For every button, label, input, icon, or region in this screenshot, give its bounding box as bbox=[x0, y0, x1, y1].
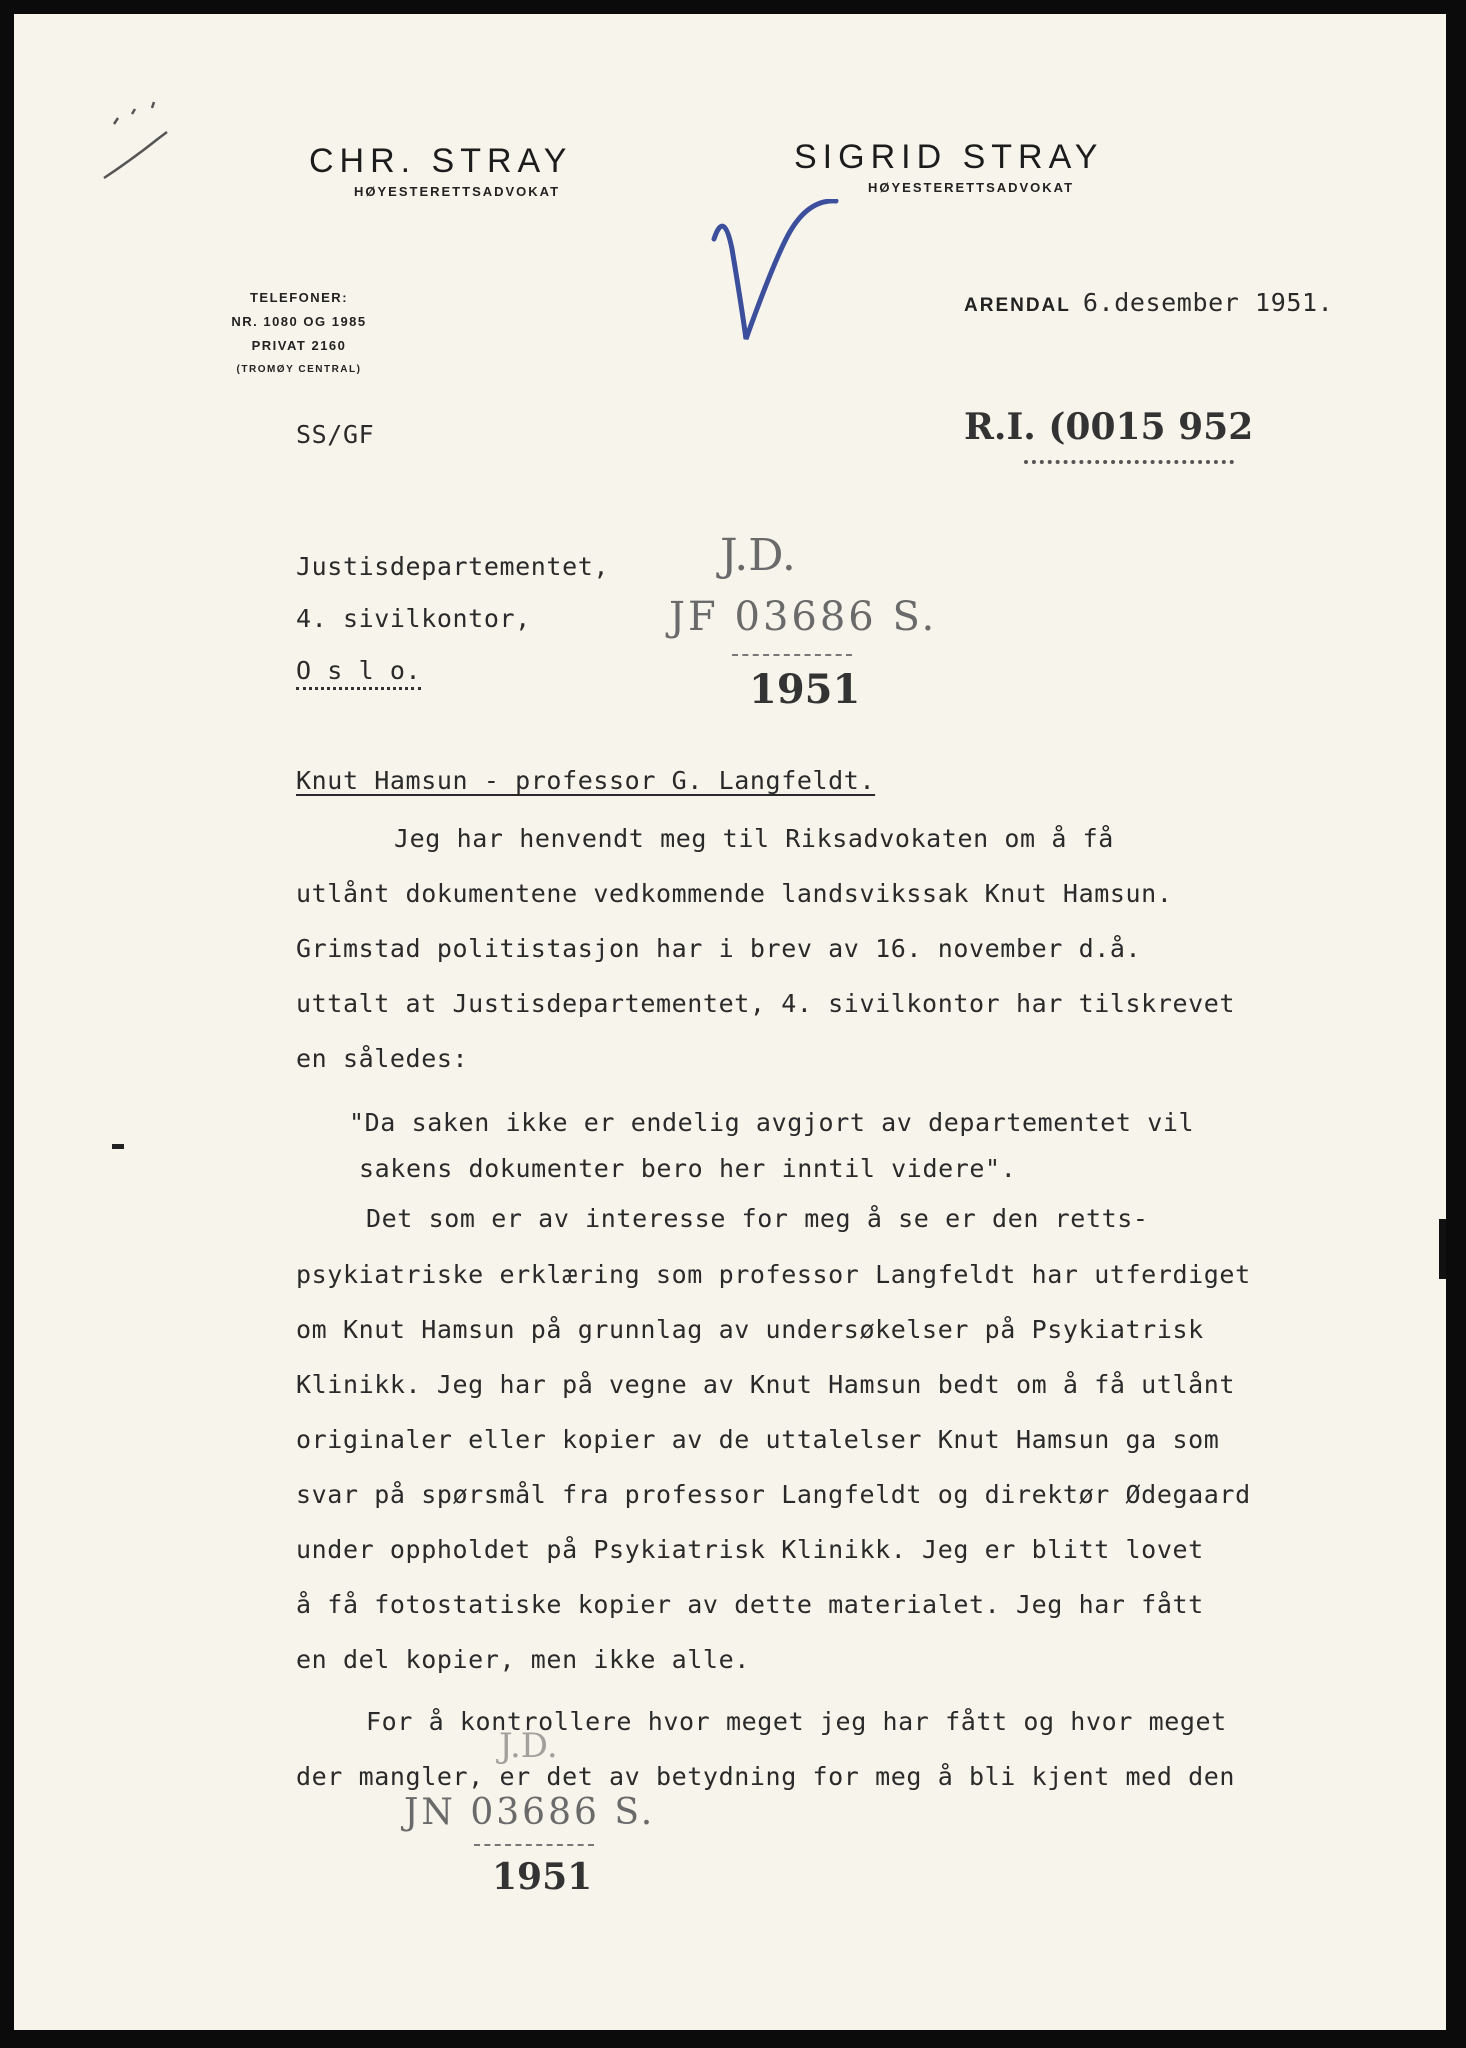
letter-page bbox=[14, 14, 1446, 2030]
quote-line: sakens dokumenter bero her inntil videre". bbox=[359, 1154, 1017, 1183]
telephone-private: PRIVAT 2160 bbox=[251, 338, 347, 353]
jd-stamp-2: J.D. bbox=[499, 1726, 558, 1766]
jd-stamp-year: 1951 bbox=[749, 666, 861, 713]
body-line: der mangler, er det av betydning for meg å bli kjent med den bbox=[296, 1762, 1236, 1791]
place: ARENDAL bbox=[964, 295, 1071, 316]
body-line: Klinikk. Jeg har på vegne av Knut Hamsun bedt om å få utlånt bbox=[296, 1370, 1236, 1399]
letterhead-left-title: HØYESTERETTSADVOKAT bbox=[354, 184, 561, 199]
recipient-line-1: Justisdepartementet, bbox=[296, 552, 610, 581]
body-line: under oppholdet på Psykiatrisk Klinikk. Jeg er blitt lovet bbox=[296, 1535, 1204, 1564]
body-line: en del kopier, men ikke alle. bbox=[296, 1645, 750, 1674]
body-line: psykiatriske erklæring som professor Langfeldt har utferdiget bbox=[296, 1260, 1251, 1289]
jd-stamp: J.D. bbox=[720, 530, 796, 581]
margin-dash bbox=[112, 1144, 124, 1149]
quote-line: "Da saken ikke er endelig avgjort av departementet vil bbox=[349, 1108, 1195, 1137]
ri-stamp-marks bbox=[1024, 460, 1234, 476]
reference-initials: SS/GF bbox=[296, 420, 375, 449]
body-line: utlånt dokumentene vedkommende landsvikssak Knut Hamsun. bbox=[296, 879, 1173, 908]
ri-stamp: R.I. (0015 952 bbox=[964, 406, 1254, 448]
letterhead-right-title: HØYESTERETTSADVOKAT bbox=[868, 180, 1075, 195]
telephone-central: (TROMØY CENTRAL) bbox=[236, 364, 362, 375]
pencil-mark-icon bbox=[94, 94, 194, 214]
body-line: om Knut Hamsun på grunnlag av undersøkelser på Psykiatrisk bbox=[296, 1315, 1204, 1344]
body-line: en således: bbox=[296, 1044, 469, 1073]
letterhead-right-name: SIGRID STRAY bbox=[794, 138, 1104, 176]
edge-shadow bbox=[1439, 1219, 1446, 1279]
body-line: å få fotostatiske kopier av dette materialet. Jeg har fått bbox=[296, 1590, 1204, 1619]
body-line: uttalt at Justisdepartementet, 4. sivilkontor har tilskrevet bbox=[296, 989, 1236, 1018]
handwritten-check-mark-icon bbox=[704, 199, 844, 349]
recipient-line-2: 4. sivilkontor, bbox=[296, 604, 531, 633]
recipient-line-3: O s l o. bbox=[296, 656, 421, 690]
jd-stamp-number: JF 03686 S. bbox=[669, 594, 938, 640]
jd-stamp-2-number: JN 03686 S. bbox=[404, 1792, 656, 1833]
jd-stamp-2-rule bbox=[474, 1844, 594, 1846]
telephone-block bbox=[204, 286, 394, 382]
body-line: svar på spørsmål fra professor Langfeldt og direktør Ødegaard bbox=[296, 1480, 1251, 1509]
body-line: Jeg har henvendt meg til Riksadvokaten om å få bbox=[394, 824, 1114, 853]
letterhead-left-name: CHR. STRAY bbox=[309, 142, 573, 180]
subject-line: Knut Hamsun - professor G. Langfeldt. bbox=[296, 766, 876, 795]
jd-stamp-2-year: 1951 bbox=[492, 1856, 593, 1898]
telephone-numbers: NR. 1080 OG 1985 bbox=[231, 314, 367, 329]
jd-stamp-rule bbox=[732, 654, 852, 656]
body-line: originaler eller kopier av de uttalelser Knut Hamsun ga som bbox=[296, 1425, 1220, 1454]
body-line: Det som er av interesse for meg å se er den retts- bbox=[366, 1204, 1149, 1233]
body-line: Grimstad politistasjon har i brev av 16. november d.å. bbox=[296, 934, 1142, 963]
body-line: For å kontrollere hvor meget jeg har fått og hvor meget bbox=[366, 1707, 1227, 1736]
date: 6.desember 1951. bbox=[1082, 288, 1334, 317]
place-date bbox=[964, 288, 1333, 317]
telephone-heading: TELEFONER: bbox=[249, 290, 349, 305]
